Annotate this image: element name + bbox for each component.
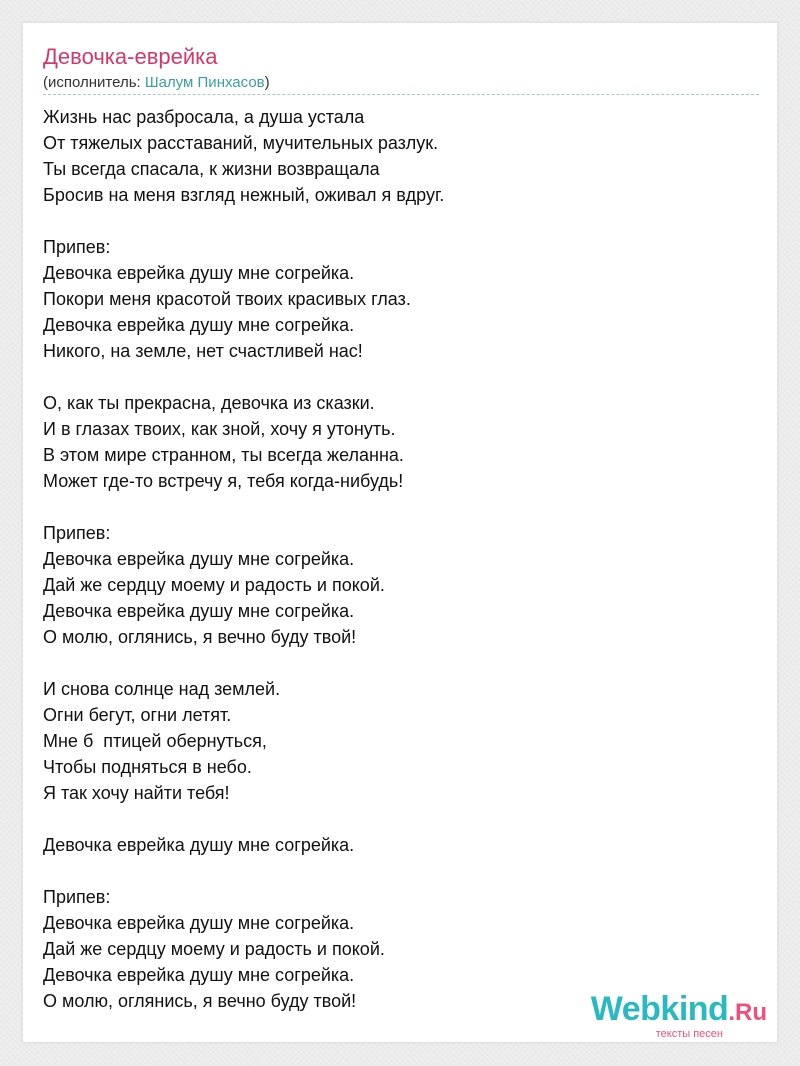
lyric-line: Дай же сердцу моему и радость и покой. — [43, 575, 385, 595]
artist-prefix: (исполнитель: — [43, 74, 145, 91]
lyric-blank-line — [43, 858, 759, 884]
lyric-line: Огни бегут, огни летят. — [43, 705, 232, 725]
site-logo[interactable] — [591, 992, 767, 1040]
logo-name: Webkind — [590, 990, 729, 1028]
lyric-line: Мне б птицей обернуться, — [43, 731, 267, 751]
artist-suffix: ) — [264, 74, 270, 91]
logo-tagline: тексты песен — [655, 1028, 723, 1040]
lyric-line: Девочка еврейка душу мне согрейка. — [43, 835, 355, 855]
lyric-line: О молю, оглянись, я вечно буду твой! — [43, 627, 357, 647]
lyrics-text — [43, 104, 759, 1014]
lyric-line: Покори меня красотой твоих красивых глаз. — [43, 289, 411, 309]
lyric-line: Жизнь нас разбросала, а душа устала — [43, 107, 365, 127]
lyrics-card — [22, 22, 778, 1043]
lyric-line: О молю, оглянись, я вечно буду твой! — [43, 991, 357, 1011]
lyric-blank-line — [43, 806, 759, 832]
lyric-line: Девочка еврейка душу мне согрейка. — [43, 549, 355, 569]
lyric-line: Дай же сердцу моему и радость и покой. — [43, 939, 385, 959]
lyric-line: Девочка еврейка душу мне согрейка. — [43, 263, 355, 283]
lyric-blank-line — [43, 208, 759, 234]
song-title: Девочка-еврейка — [43, 44, 218, 69]
title-divider — [43, 94, 759, 95]
lyric-line: Бросив на меня взгляд нежный, оживал я вдруг. — [43, 185, 445, 205]
lyric-line: Может где-то встречу я, тебя когда-нибудь! — [43, 471, 404, 491]
lyric-line: Девочка еврейка душу мне согрейка. — [43, 601, 355, 621]
lyric-line: Никого, на земле, нет счастливей нас! — [43, 341, 363, 361]
lyric-line: Девочка еврейка душу мне согрейка. — [43, 965, 355, 985]
lyric-line: Чтобы подняться в небо. — [43, 757, 252, 777]
lyric-blank-line — [43, 364, 759, 390]
artist-line — [43, 73, 270, 93]
lyric-line: Девочка еврейка душу мне согрейка. — [43, 913, 355, 933]
lyric-line: Я так хочу найти тебя! — [43, 783, 230, 803]
lyric-line: И снова солнце над землей. — [43, 679, 281, 699]
logo-wordmark — [591, 992, 767, 1030]
lyric-line: В этом мире странном, ты всегда желанна. — [43, 445, 404, 465]
lyric-blank-line — [43, 650, 759, 676]
lyric-line: Припев: — [43, 237, 111, 257]
lyric-line: Девочка еврейка душу мне согрейка. — [43, 315, 355, 335]
artist-link[interactable]: Шалум Пинхасов — [144, 74, 265, 91]
lyric-line: Припев: — [43, 887, 111, 907]
lyric-line: Ты всегда спасала, к жизни возвращала — [43, 159, 380, 179]
lyric-line: И в глазах твоих, как зной, хочу я утонуть. — [43, 419, 396, 439]
lyric-blank-line — [43, 494, 759, 520]
lyric-line: От тяжелых расставаний, мучительных разлук. — [43, 133, 439, 153]
lyric-line: О, как ты прекрасна, девочка из сказки. — [43, 393, 375, 413]
logo-tld: .Ru — [728, 999, 767, 1026]
lyric-line: Припев: — [43, 523, 111, 543]
